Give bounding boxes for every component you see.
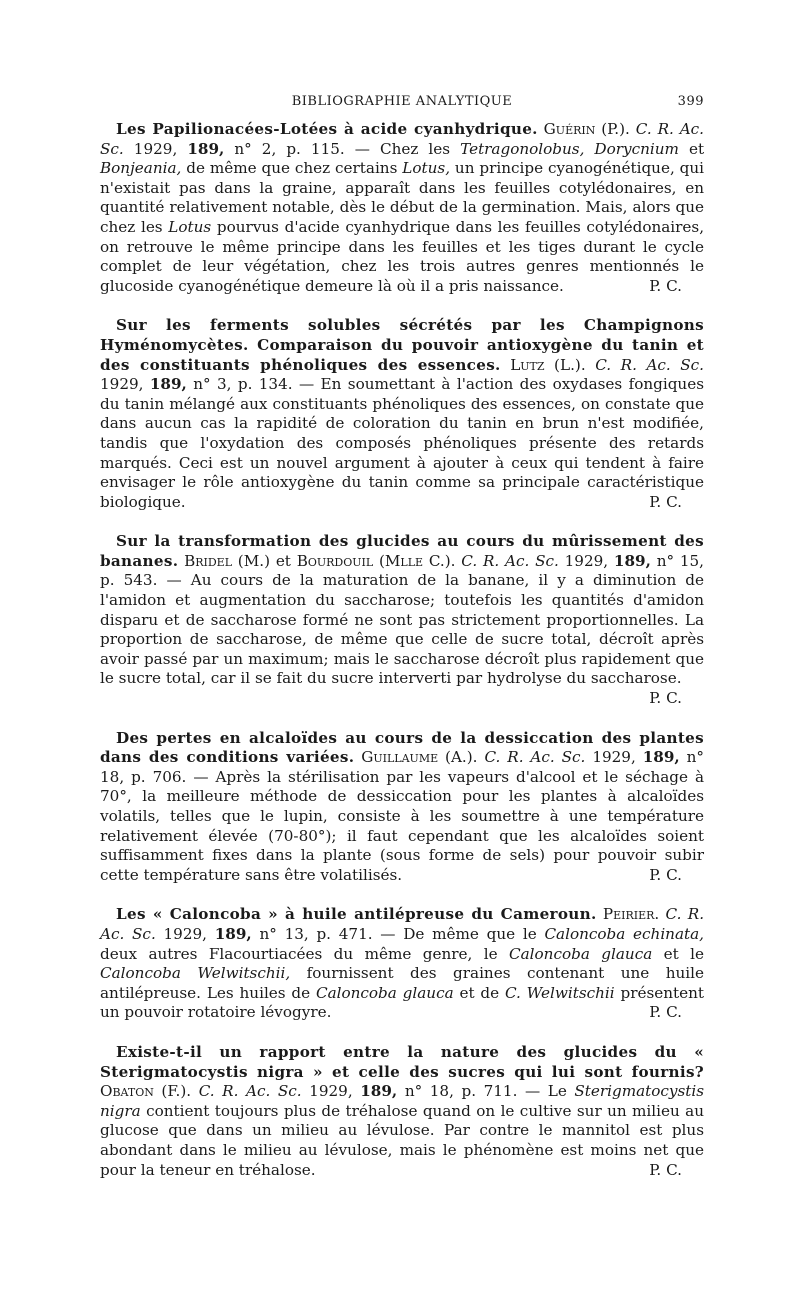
genus-name: Bonjeania, <box>100 159 182 178</box>
entry-text: De même que le <box>403 924 537 943</box>
bibliography-entry <box>100 532 704 708</box>
entry-text: Au cours de la maturation de la banane, il y a diminution de l'amidon et augmentation du saccharose; toutefois les quantités d'amidon disparu et de saccharose formé ne sont pas strictement proportionnelles. La proportion de saccharose, de même que celle de sucre total, décroît après avoir passé par un maximum; mais le saccharose décroît plus rapidement que le sucre total, car il se fait du sucre interverti par hydrolyse du saccharose. <box>100 571 704 688</box>
entry-title: Existe-t-il un rapport entre la nature des glucides du « Sterigmatocystis nigra » et celle des sucres qui lui sont fournis? <box>100 1042 704 1081</box>
entry-signature: P. C. <box>649 1003 682 1022</box>
journal-page <box>100 90 704 1200</box>
entry-title: Sur la transformation des glucides au cours du mûrissement des bananes. <box>100 532 704 570</box>
ref-volume: 189, <box>214 924 252 943</box>
entry-text: fournissent des graines contenant une huile antilépreuse. Les huiles de <box>100 964 704 1002</box>
entry-signature: P. C. <box>649 689 682 708</box>
genus-name: Sterigmatocystis nigra <box>100 1082 705 1120</box>
genus-name: Tetragonolobus, Dorycnium <box>460 139 679 158</box>
journal-ref: C. R. Ac. Sc. <box>484 748 586 767</box>
ref-volume: 189, <box>187 139 225 158</box>
page-number: 399 <box>677 94 704 109</box>
entry-text: de même que chez certains <box>186 159 398 178</box>
author-join: et <box>275 551 291 570</box>
entry-signature: P. C. <box>649 276 682 295</box>
ref-detail: n° 2, p. 115. — <box>234 139 370 158</box>
genus-name: Caloncoba echinata, <box>544 924 705 943</box>
entry-text: Après la stérilisation par les vapeurs d'alcool et le séchage à 70°, la meilleure méthode de dessiccation pour les plantes à alcaloïdes volatils, telles que le lupin, consiste à les soumettre à une température relativement élevée (70-80°); il faut cependant que les alcaloïdes soient suffisamment fixes dans la plante (sous forme de sels) pour pouvoir subir cette température sans être volatilisés. <box>100 767 705 884</box>
entry-author: Peirier. <box>602 905 660 924</box>
entry-text: deux autres Flacourtiacées du même genre, le <box>100 944 498 963</box>
journal-ref: C. R. Ac. Sc. <box>198 1082 302 1101</box>
genus-name: Caloncoba glauca <box>315 983 454 1002</box>
journal-ref: C. R. Ac. Sc. <box>100 905 705 943</box>
ref-volume: 189, <box>360 1082 398 1101</box>
bibliography-entry <box>100 1043 704 1180</box>
entry-signature: P. C. <box>649 865 682 884</box>
journal-ref: C. R. Ac. Sc. <box>595 355 705 374</box>
ref-volume: 189, <box>149 375 187 394</box>
entry-text: Chez les <box>380 139 451 158</box>
entry-text: et de <box>459 983 500 1002</box>
genus-name: C. Welwitschii <box>504 983 615 1002</box>
ref-year: 1929, <box>100 375 144 394</box>
entry-text: présentent un pouvoir rotatoire lévogyre. <box>100 983 704 1022</box>
genus-name: Caloncoba glauca <box>509 944 653 963</box>
entry-title: Sur les ferments solubles sécrétés par les Champignons Hyménomycètes. Comparaison du pouvoir antioxygène du tanin et des constituants phénoliques des essences. <box>100 316 704 374</box>
journal-ref: C. R. Ac. Sc. <box>100 120 705 158</box>
ref-year: 1929, <box>309 1082 353 1101</box>
ref-year: 1929, <box>564 551 609 570</box>
entry-author: Bridel (M.) <box>184 551 271 570</box>
entry-author: Obaton (F.). <box>100 1082 192 1101</box>
genus-name: Lotus <box>168 217 212 236</box>
running-title: BIBLIOGRAPHIE ANALYTIQUE <box>291 94 513 109</box>
ref-year: 1929, <box>592 748 636 767</box>
entry-title: Des pertes en alcaloïdes au cours de la dessiccation des plantes dans des conditions variées. <box>100 728 704 767</box>
ref-detail: n° 13, p. 471. — <box>259 924 396 943</box>
journal-ref: C. R. Ac. Sc. <box>461 551 559 570</box>
entry-signature: P. C. <box>649 1160 682 1179</box>
bibliography-entry <box>100 729 704 886</box>
ref-volume: 189, <box>642 748 680 767</box>
ref-year: 1929, <box>163 924 207 943</box>
entry-author: Guérin (P.). <box>543 120 630 138</box>
genus-name: Caloncoba Welwitschii, <box>100 964 291 983</box>
entry-title: Les « Caloncoba » à huile antilépreuse du Cameroun. <box>116 905 597 924</box>
entry-text: Le <box>547 1082 567 1101</box>
entry-title: Les Papilionacées-Lotées à acide cyanhydrique. <box>116 120 538 138</box>
ref-detail: n° 15, p. 543. — <box>100 551 704 590</box>
ref-detail: n° 3, p. 134. — <box>193 375 315 394</box>
entry-author: Lutz (L.). <box>510 355 586 374</box>
ref-year: 1929, <box>133 139 178 158</box>
ref-detail: n° 18, p. 711. — <box>404 1082 541 1101</box>
ref-volume: 189, <box>613 551 651 570</box>
entry-text: un principe cyanogénétique, qui n'existait pas dans la graine, apparaît dans les feuilles cotylédonaires, en quantité relativement notable, dès le début de la germination. Mais, alors que chez les <box>100 159 705 236</box>
entry-signature: P. C. <box>649 492 682 511</box>
entry-text: et le <box>663 944 705 963</box>
genus-name: Lotus, <box>402 159 451 178</box>
bibliography-entry <box>100 120 704 296</box>
bibliography-entry <box>100 905 704 1023</box>
bibliography-entry <box>100 316 704 512</box>
entry-text: En soumettant à l'action des oxydases fongiques du tanin mélangé aux constituants phénoliques des essences, on constate que dans aucun cas la rapidité de coloration du tanin en brun n'est modifiée, tandis que l'oxydation des composés phénoliques présente des retards marqués. Ceci est un nouvel argument à ajouter à ceux qui tendent à faire envisager le rôle antioxygène du tanin comme sa principale caractéristique biologique. <box>100 375 704 511</box>
entry-author: Bourdouil (Mlle C.). <box>296 551 456 570</box>
ref-detail: n° 18, p. 706. — <box>100 748 705 786</box>
entry-text: et <box>688 139 705 158</box>
entry-text: contient toujours plus de tréhalose quand on le cultive sur un milieu au glucose que dans un milieu au lévulose. Par contre le mannitol est plus abondant dans le milieu au lévulose, mais le phénomène est moins net que pour la teneur en tréhalose. <box>100 1101 704 1179</box>
entry-author: Guillaume (A.). <box>361 748 478 767</box>
running-header <box>100 90 704 120</box>
entry-text: pourvus d'acide cyanhydrique dans les feuilles cotylédonaires, on retrouve le même principe dans les feuilles et les tiges durant le cycle complet de leur végétation, chez les trois autres genres mentionnés le glucoside cyanogénétique demeure là où il a pris naissance. <box>100 217 705 295</box>
